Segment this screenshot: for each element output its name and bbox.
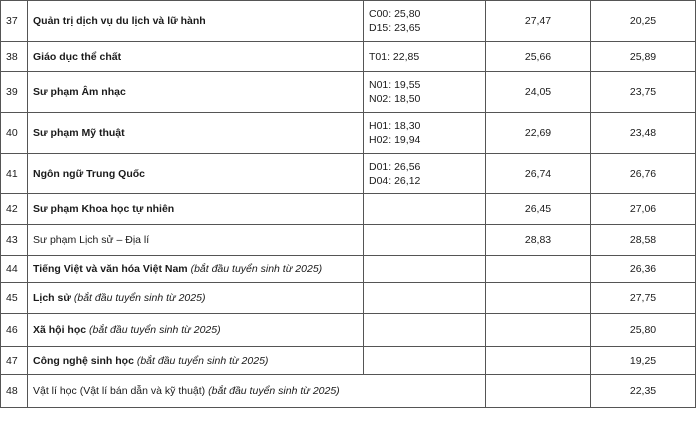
- subject-combo-score: D15: 23,65: [369, 22, 421, 34]
- subject-combo-score: T01: 22,85: [369, 50, 420, 63]
- program-name-cell: [28, 1, 364, 42]
- subject-combo-score: D01: 26,56: [369, 160, 421, 173]
- score-cell-2: 26,76: [591, 154, 696, 194]
- program-note: (bắt đầu tuyển sinh từ 2025): [89, 324, 221, 336]
- subject-combo-cell: [364, 113, 486, 154]
- subject-combo-cell: [364, 283, 486, 314]
- score-cell-1: 26,45: [486, 194, 591, 225]
- score-cell-2: 25,80: [591, 314, 696, 347]
- program-name: Công nghệ sinh học: [33, 354, 134, 367]
- score-cell-2: 26,36: [591, 256, 696, 283]
- program-name-cell: [28, 225, 364, 256]
- program-name: Lịch sử: [33, 292, 71, 304]
- score-cell-2: 25,89: [591, 42, 696, 72]
- program-name-cell: [28, 113, 364, 154]
- score-cell-2: 19,25: [591, 347, 696, 375]
- score-cell-2: 27,06: [591, 194, 696, 225]
- row-number-cell: 41: [1, 154, 28, 194]
- score-cell-1: 22,69: [486, 113, 591, 154]
- row-number-cell: 44: [1, 256, 28, 283]
- score-cell-2: 23,48: [591, 113, 696, 154]
- score-cell-1: 25,66: [486, 42, 591, 72]
- table-row: [1, 42, 696, 72]
- program-name: Sư phạm Âm nhạc: [33, 86, 126, 98]
- row-number-cell: 40: [1, 113, 28, 154]
- row-number-cell: 39: [1, 72, 28, 113]
- row-number-cell: 42: [1, 194, 28, 225]
- table-row: [1, 113, 696, 154]
- program-name: Vật lí học (Vật lí bán dẫn và kỹ thuật): [33, 385, 206, 397]
- row-number-cell: 48: [1, 375, 28, 408]
- program-note: (bắt đầu tuyển sinh từ 2025): [73, 292, 206, 304]
- subject-combo-cell: [364, 314, 486, 347]
- row-number-cell: 38: [1, 42, 28, 72]
- program-name-cell: [28, 72, 364, 113]
- table-row: [1, 72, 696, 113]
- program-name-cell: [28, 375, 486, 408]
- score-cell-1: [486, 256, 591, 283]
- subject-combo-cell: [364, 42, 486, 72]
- score-cell-1: [486, 347, 591, 375]
- program-name: Xã hội học: [33, 324, 87, 336]
- score-cell-1: 24,05: [486, 72, 591, 113]
- subject-combo-cell: [364, 347, 486, 375]
- table-row: [1, 283, 696, 314]
- program-name: Tiếng Việt và văn hóa Việt Nam: [33, 263, 188, 275]
- program-note: (bắt đầu tuyển sinh từ 2025): [190, 263, 323, 275]
- subject-combo-cell: [364, 72, 486, 113]
- table-row: [1, 194, 696, 225]
- score-cell-1: [486, 314, 591, 347]
- table-row: [1, 375, 696, 408]
- row-number-cell: 45: [1, 283, 28, 314]
- program-name-cell: [28, 194, 364, 225]
- score-cell-1: 27,47: [486, 1, 591, 42]
- program-name: Ngôn ngữ Trung Quốc: [33, 167, 146, 180]
- subject-combo-score: D04: 26,12: [369, 174, 421, 187]
- table-body: [1, 1, 696, 408]
- table-row: [1, 347, 696, 375]
- score-cell-2: 27,75: [591, 283, 696, 314]
- table-row: [1, 314, 696, 347]
- score-cell-2: 23,75: [591, 72, 696, 113]
- subject-combo-cell: [364, 194, 486, 225]
- subject-combo-cell: [364, 256, 486, 283]
- program-name: Sư phạm Mỹ thuật: [33, 127, 125, 139]
- row-number-cell: 46: [1, 314, 28, 347]
- score-cell-2: 20,25: [591, 1, 696, 42]
- program-note: (bắt đầu tuyển sinh từ 2025): [208, 385, 340, 397]
- subject-combo-cell: [364, 225, 486, 256]
- subject-combo-cell: [364, 1, 486, 42]
- score-cell-1: 26,74: [486, 154, 591, 194]
- row-number-cell: 43: [1, 225, 28, 256]
- program-name-cell: [28, 314, 364, 347]
- score-cell-1: [486, 283, 591, 314]
- program-name: Sư phạm Khoa học tự nhiên: [33, 203, 175, 215]
- table-row: [1, 1, 696, 42]
- subject-combo-score: N02: 18,50: [369, 93, 421, 105]
- program-name: Sư phạm Lịch sử – Địa lí: [33, 234, 150, 246]
- subject-combo-cell: [364, 154, 486, 194]
- score-cell-1: 28,83: [486, 225, 591, 256]
- table-row: [1, 225, 696, 256]
- score-cell-1: [486, 375, 591, 408]
- program-name-cell: [28, 283, 364, 314]
- program-name-cell: [28, 347, 364, 375]
- program-note: (bắt đầu tuyển sinh từ 2025): [136, 354, 269, 367]
- subject-combo-score: N01: 19,55: [369, 79, 421, 91]
- score-cell-2: 22,35: [591, 375, 696, 408]
- table-row: [1, 256, 696, 283]
- program-name: Quản trị dịch vụ du lịch và lữ hành: [33, 15, 206, 27]
- program-name-cell: [28, 256, 364, 283]
- row-number-cell: 37: [1, 1, 28, 42]
- subject-combo-score: C00: 25,80: [369, 8, 421, 20]
- subject-combo-score: H02: 19,94: [369, 134, 421, 146]
- subject-combo-score: H01: 18,30: [369, 120, 421, 132]
- row-number-cell: 47: [1, 347, 28, 375]
- program-name-cell: [28, 42, 364, 72]
- program-name: Giáo dục thể chất: [33, 50, 122, 63]
- score-cell-2: 28,58: [591, 225, 696, 256]
- program-name-cell: [28, 154, 364, 194]
- table-row: [1, 154, 696, 194]
